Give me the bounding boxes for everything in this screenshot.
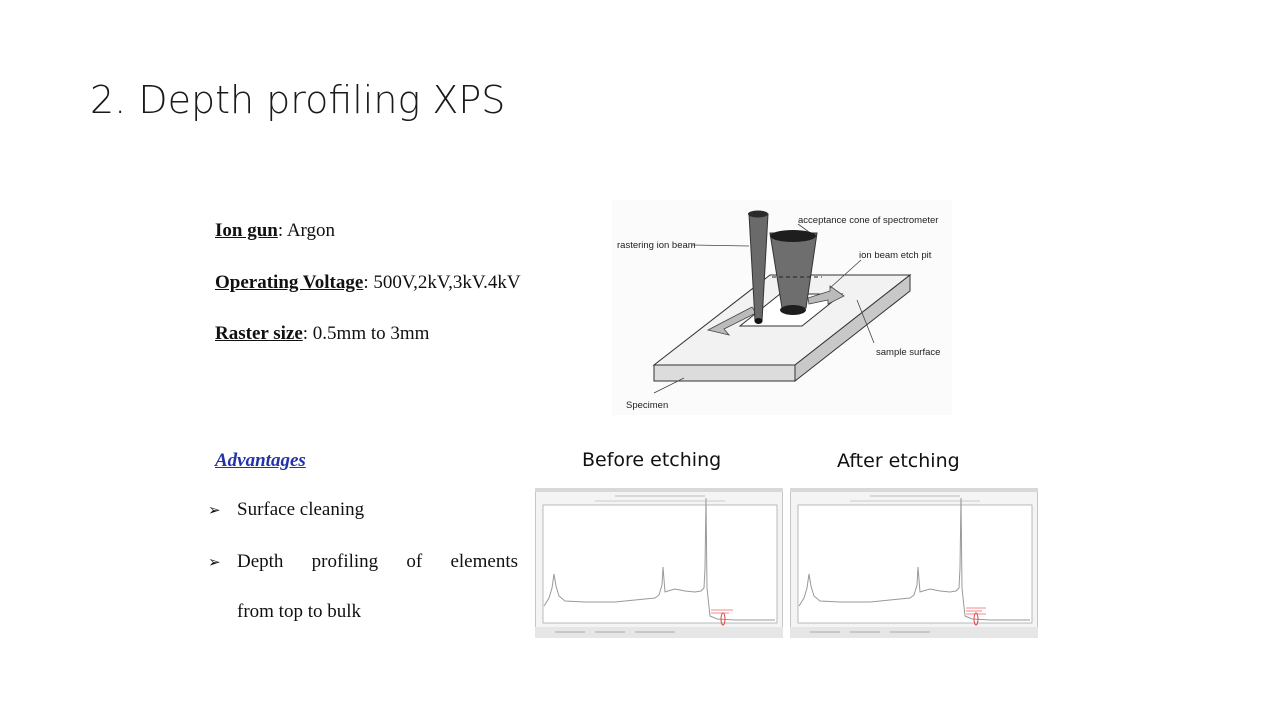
slide-title: 2. Depth profiling XPS	[90, 78, 506, 122]
param-key: Ion gun	[215, 220, 278, 241]
label-specimen: Specimen	[626, 400, 669, 411]
param-value: : Argon	[277, 220, 336, 241]
word: of	[406, 551, 423, 572]
param-operating-voltage	[215, 272, 521, 294]
word: elements	[450, 551, 518, 572]
arrow-bullet-icon: ➢	[208, 555, 221, 571]
before-etching-spectrum	[535, 488, 783, 638]
word: Depth	[237, 551, 284, 572]
advantage-item	[208, 551, 237, 573]
advantages-heading: Advantages	[215, 450, 306, 471]
advantage-text-line	[237, 551, 518, 573]
slab-front	[654, 365, 795, 381]
advantage-text: Surface cleaning	[237, 499, 365, 520]
arrow-bullet-icon: ➢	[208, 503, 221, 519]
label-sample-surface: sample surface	[876, 347, 941, 358]
ion-etch-diagram	[612, 200, 952, 415]
label-acceptance-cone: acceptance cone of spectrometer	[798, 215, 939, 226]
param-key: Operating Voltage	[215, 272, 364, 293]
label-rastering-beam: rastering ion beam	[617, 240, 696, 251]
advantage-item	[208, 499, 364, 521]
param-key: Raster size	[215, 323, 303, 344]
after-etching-caption: After etching	[837, 450, 960, 472]
param-ion-gun	[215, 220, 335, 242]
before-etching-caption: Before etching	[582, 449, 722, 471]
after-etching-spectrum	[790, 488, 1038, 638]
label-etch-pit: ion beam etch pit	[859, 250, 932, 261]
advantage-text-continuation: from top to bulk	[237, 601, 362, 622]
param-value: : 500V,2kV,3kV.4kV	[363, 272, 521, 293]
param-value: : 0.5mm to 3mm	[302, 323, 430, 344]
param-raster-size	[215, 323, 429, 345]
word: profiling	[311, 551, 379, 572]
